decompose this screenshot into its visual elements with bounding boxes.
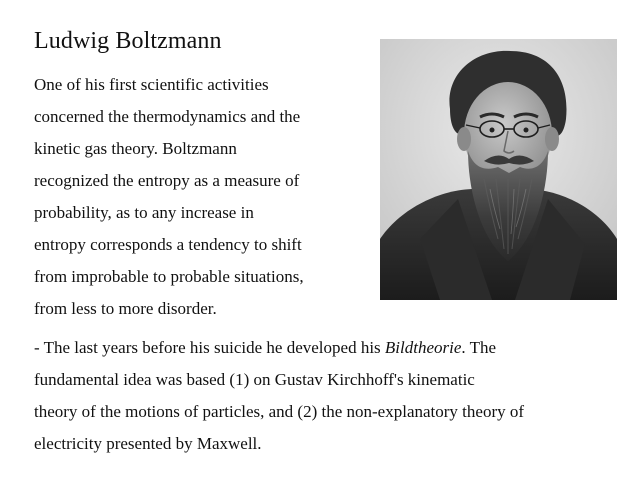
intro-line: recognized the entropy as a measure of (34, 171, 300, 190)
later-work-paragraph (34, 332, 628, 460)
intro-paragraph (34, 69, 374, 325)
later-work-line1-end: . The (461, 338, 497, 357)
slide-title: Ludwig Boltzmann (34, 28, 222, 54)
intro-line: from less to more disorder. (34, 299, 217, 318)
intro-line: from improbable to probable situations, (34, 267, 304, 286)
later-work-line: fundamental idea was based (1) on Gustav Kirchhoff's kinematic (34, 370, 475, 389)
intro-line: entropy corresponds a tendency to shift (34, 235, 302, 254)
boltzmann-portrait (380, 39, 617, 300)
bildtheorie-term: Bildtheorie (384, 338, 462, 357)
later-work-line1-start: - The last years before his suicide he developed his (34, 338, 385, 357)
intro-line: One of his first scientific activities (34, 75, 269, 94)
later-work-line: theory of the motions of particles, and (2) the non-explanatory theory of (34, 402, 525, 421)
later-work-line (34, 332, 628, 364)
intro-line: concerned the thermodynamics and the (34, 107, 301, 126)
later-work-line: electricity presented by Maxwell. (34, 434, 262, 453)
intro-line: probability, as to any increase in (34, 203, 254, 222)
intro-line: kinetic gas theory. Boltzmann (34, 139, 237, 158)
portrait-illustration (380, 39, 617, 300)
